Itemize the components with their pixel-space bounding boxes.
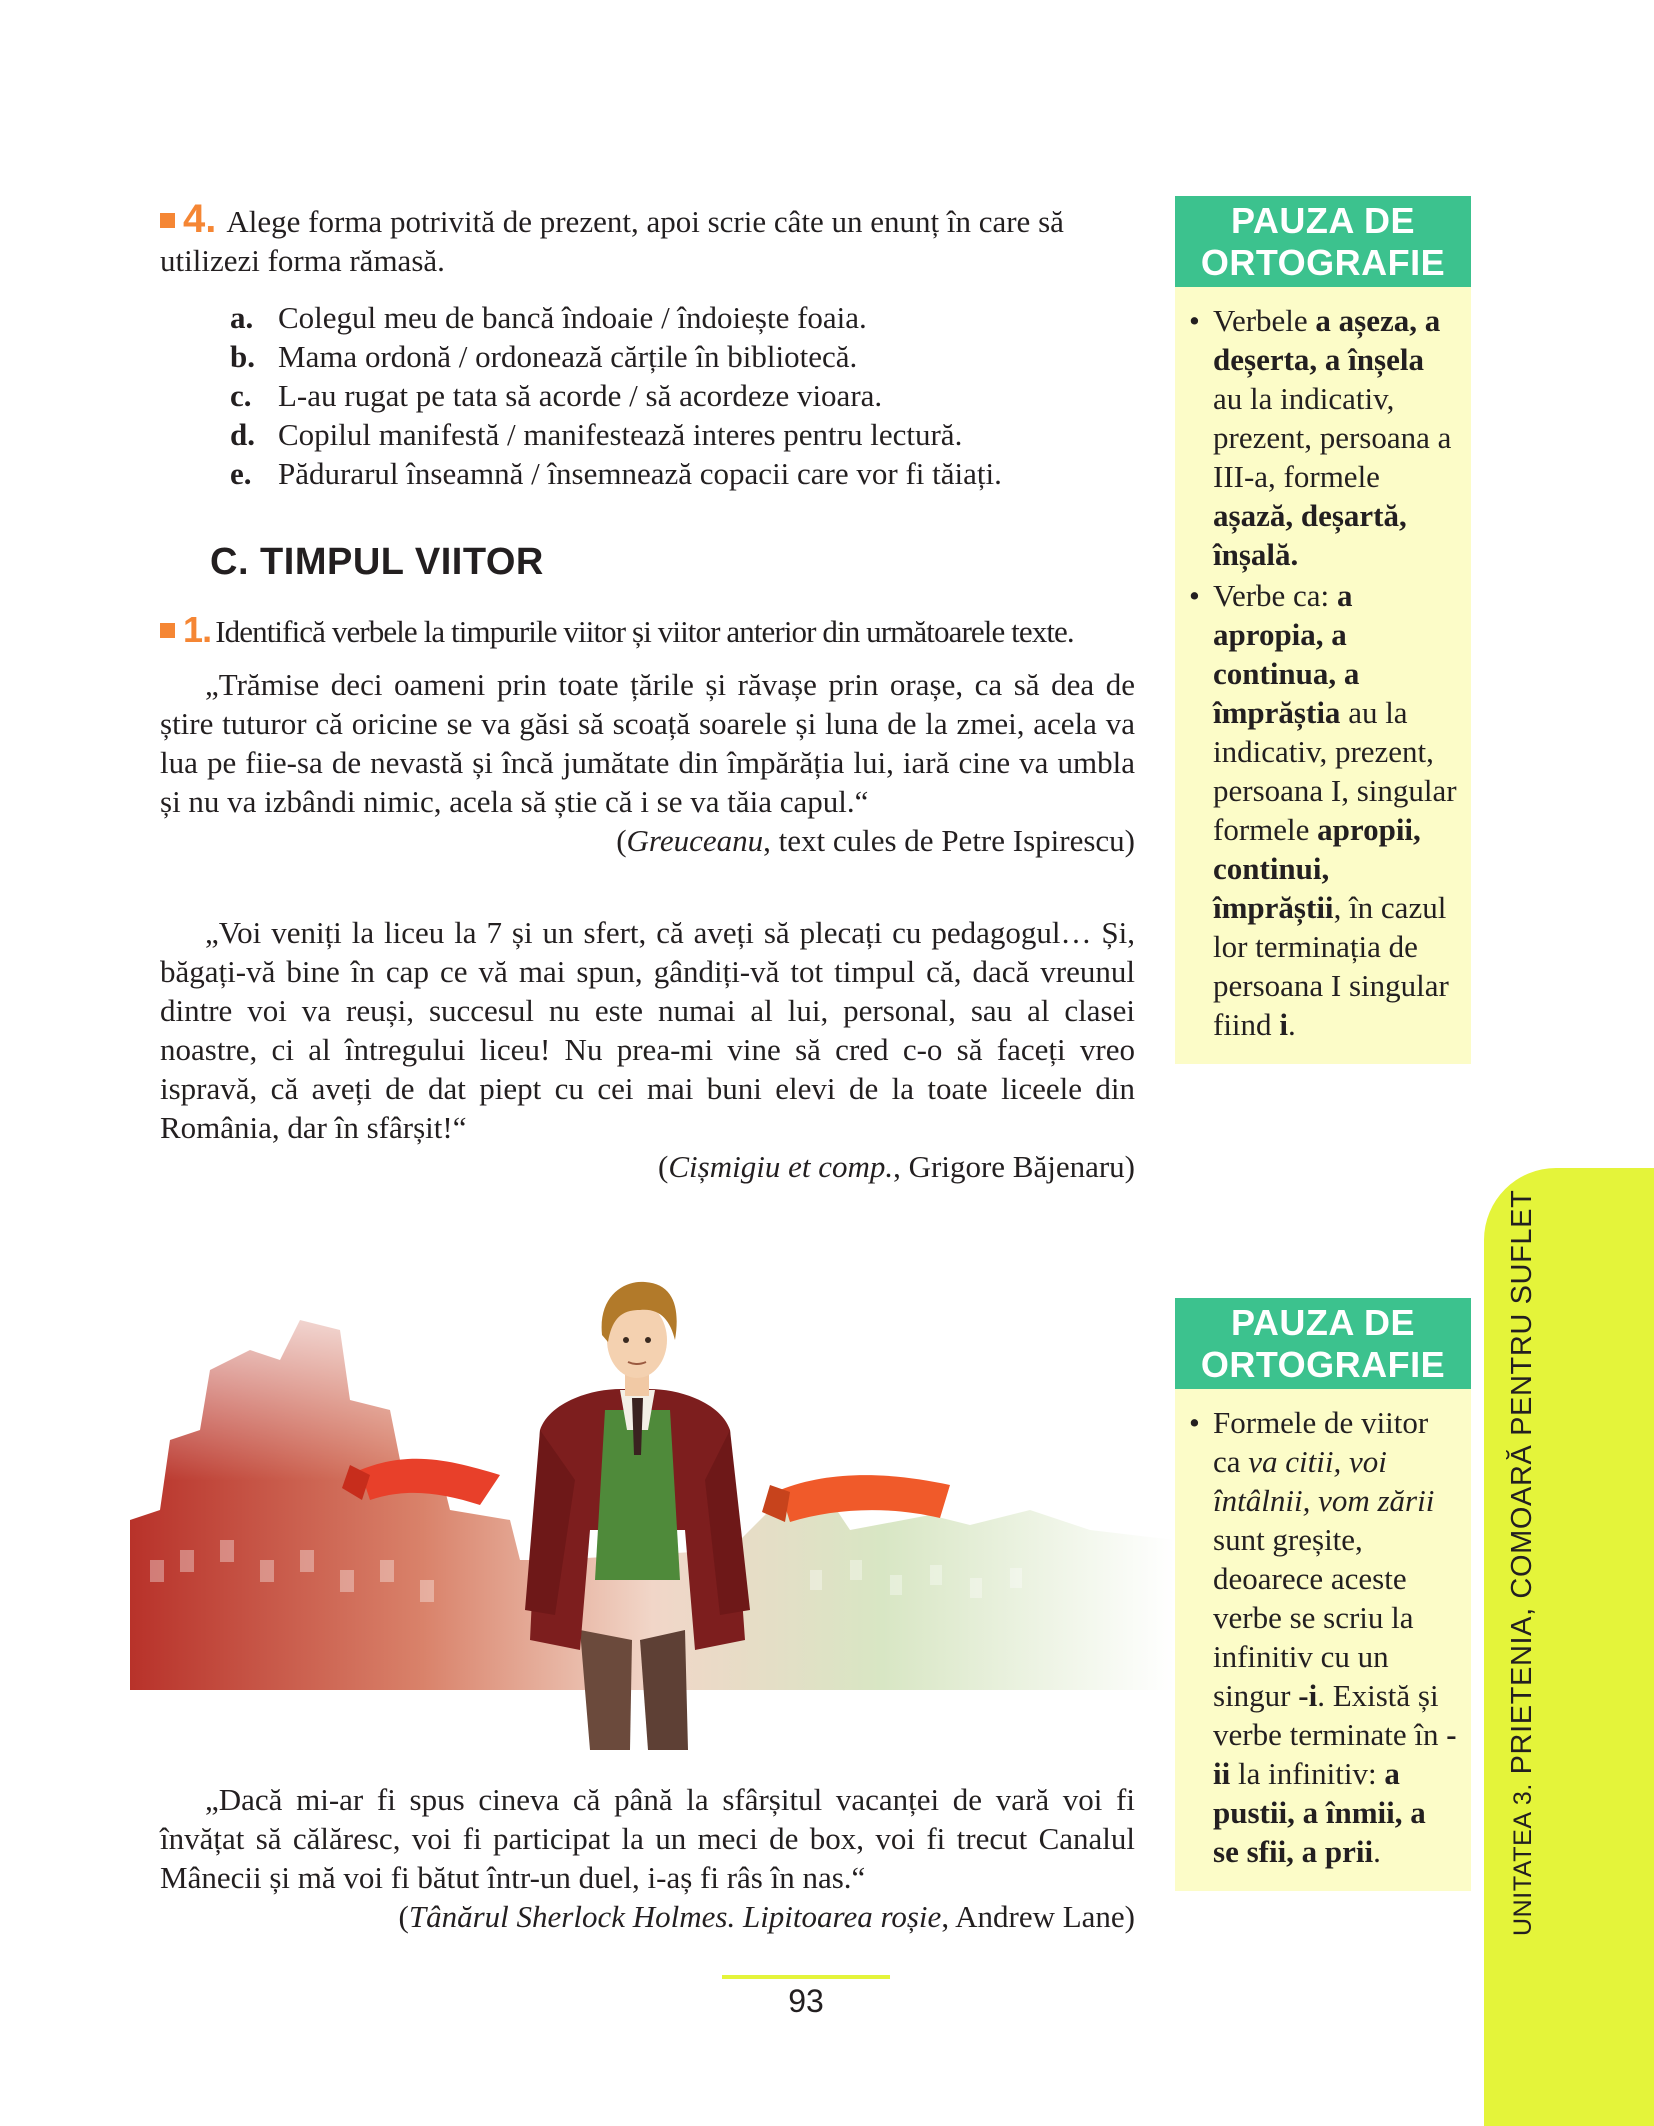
source-author: , Andrew Lane) [941, 1899, 1135, 1934]
box-title-line: PAUZA DE [1231, 1302, 1415, 1343]
bullet-text: . [1287, 1007, 1296, 1042]
box-title-line: ORTOGRAFIE [1200, 1344, 1446, 1385]
bullet-bold: așază, deșartă, înșală [1213, 498, 1407, 572]
source-title: Greuceanu [626, 823, 764, 858]
bullet-text: Formele de viitor ca [1213, 1405, 1429, 1479]
item-text: Mama ordonă / ordonează cărțile în bibliotecă. [278, 339, 858, 374]
box-title-line: PAUZA DE [1231, 200, 1415, 241]
source-paren: ( [616, 823, 627, 858]
list-item [230, 376, 1135, 415]
bullet-dot-icon: • [1189, 1405, 1200, 1440]
bullet-text: Verbele [1213, 303, 1316, 338]
page-number-rule [722, 1975, 890, 1979]
page-number: 93 [788, 1983, 824, 2019]
bullet-text: au la indicativ, prezent, persoana a III-a, formele [1213, 381, 1452, 494]
source-author: , text cules de Petre Ispirescu) [763, 823, 1135, 858]
box-body [1175, 1389, 1471, 1891]
quote-cismigiu: „Voi veniți la liceu la 7 și un sfert, că aveți să plecați cu pedagogul… Și, băgați-vă bine în cap ce vă mai spun, gândiți-vă tot timpul că, dacă vreunul dintre voi va reuși, succesul nu este numai al lui, personal, sau al clasei noastre, ci al întregului liceu! Nu prea-mi vine să cred c-o să faceți vreo ispravă, că aveți de dat piept cu cei mai buni elevi de la toate liceele din România, dar în sfârșit!“ [160, 915, 1135, 1145]
quote-source [160, 1897, 1135, 1936]
bullet-text: . [1290, 537, 1299, 572]
item-label: c. [230, 378, 252, 413]
unit-number: UNITATEA 3. [1509, 1783, 1537, 1936]
spelling-box-1 [1175, 196, 1471, 1064]
bullet-bold: apropii, continui, împrăștii [1213, 812, 1421, 925]
bullet-text: . [1373, 1834, 1381, 1869]
bullet-bold: a așeza, a deșerta, a înșela [1213, 303, 1441, 377]
exercise-1 [160, 610, 1135, 651]
source-paren: ( [658, 1149, 669, 1184]
box-body [1175, 287, 1471, 1064]
item-label: a. [230, 300, 254, 335]
bullet-dot-icon: • [1189, 303, 1200, 338]
exercise-instruction: Identifică verbele la timpurile viitor și viitor anterior din următoarele texte. [215, 614, 1074, 649]
box-bullet [1189, 301, 1459, 574]
square-bullet-icon [160, 623, 175, 638]
exercise-4 [160, 197, 1135, 493]
item-text: Colegul meu de bancă îndoaie / îndoiește foaia. [278, 300, 867, 335]
bullet-bold: a pustii, a înmii, a se sfii, a prii [1213, 1756, 1426, 1869]
exercise-items [230, 298, 1135, 493]
bullet-text: . Există și verbe terminate în [1213, 1678, 1447, 1752]
item-text: L-au rugat pe tata să acorde / să acordeze vioara. [278, 378, 883, 413]
source-author: , Grigore Băjenaru) [893, 1149, 1135, 1184]
item-text: Copilul manifestă / manifestează interes pentru lectură. [278, 417, 963, 452]
unit-title: PRIETENIA, COMOARĂ PENTRU SUFLET [1506, 1189, 1538, 1775]
box-title-line: ORTOGRAFIE [1200, 242, 1446, 283]
quote-source [160, 821, 1135, 860]
box-title [1175, 1298, 1471, 1389]
bullet-bold: a apropia, a continua, a împrăștia [1213, 578, 1360, 730]
spelling-box-2 [1175, 1298, 1471, 1891]
exercise-number: 1. [183, 609, 212, 650]
square-bullet-icon [160, 213, 175, 228]
source-paren: ( [398, 1899, 409, 1934]
box-bullet [1189, 576, 1459, 1044]
quote-source [160, 1147, 1135, 1186]
item-label: e. [230, 456, 252, 491]
bullet-text: sunt greșite, deoarece aceste verbe se scriu la infinitiv cu un singur [1213, 1522, 1414, 1713]
item-label: b. [230, 339, 255, 374]
item-label: d. [230, 417, 255, 452]
quote-greuceanu: „Trămise deci oameni prin toate țările și răvașe prin orașe, ca să dea de știre tuturor că oricine se va găsi să scoață soarele și luna de la zmei, acela va lua pe fiie-sa de nevastă și încă jumătate din împărăția lui, iară cine va umbla și nu va izbândi nimic, acela să știe că i se va tăia capul.“ [160, 667, 1135, 819]
main-column [160, 197, 1135, 1186]
quote-sherlock-block [160, 1780, 1135, 1936]
list-item [230, 454, 1135, 493]
bullet-text: la infinitiv: [1230, 1756, 1385, 1791]
bullet-bold: -ii [1213, 1717, 1457, 1791]
list-item [230, 337, 1135, 376]
bullet-italic: va citii, voi întâlnii, vom zării [1213, 1444, 1435, 1518]
list-item [230, 298, 1135, 337]
source-title: Cișmigiu et comp. [668, 1149, 894, 1184]
exercise-number: 4. [183, 197, 217, 241]
list-item [230, 415, 1135, 454]
bullet-bold: i [1279, 1007, 1288, 1042]
bullet-text: Verbe ca: [1213, 578, 1337, 613]
quote-sherlock: „Dacă mi-ar fi spus cineva că până la sfârșitul vacanței de vară voi fi învățat să călăresc, voi fi participat la un meci de box, voi fi trecut Canalul Mânecii și mă voi fi bătut într-un duel, i-aș fi râs în nas.“ [160, 1782, 1135, 1895]
bullet-text: au la indicativ, prezent, persoana I, singular formele [1213, 695, 1457, 847]
unit-side-tab-label [1506, 1190, 1539, 1936]
exercise-instruction: Alege forma potrivită de prezent, apoi scrie câte un enunț în care să utilizezi forma rămasă. [160, 204, 1064, 278]
box-title [1175, 196, 1471, 287]
bullet-text: , în cazul lor terminația de persoana I singular fiind [1213, 890, 1449, 1042]
illustration-young-man-city [130, 1260, 1175, 1750]
bullet-bold: -i [1298, 1678, 1318, 1713]
source-title: Tânărul Sherlock Holmes. Lipitoarea roșie [408, 1899, 942, 1934]
section-title: C. TIMPUL VIITOR [210, 541, 544, 583]
item-text: Pădurarul înseamnă / însemnează copacii care vor fi tăiați. [278, 456, 1002, 491]
box-bullet [1189, 1403, 1459, 1871]
bullet-dot-icon: • [1189, 578, 1200, 613]
